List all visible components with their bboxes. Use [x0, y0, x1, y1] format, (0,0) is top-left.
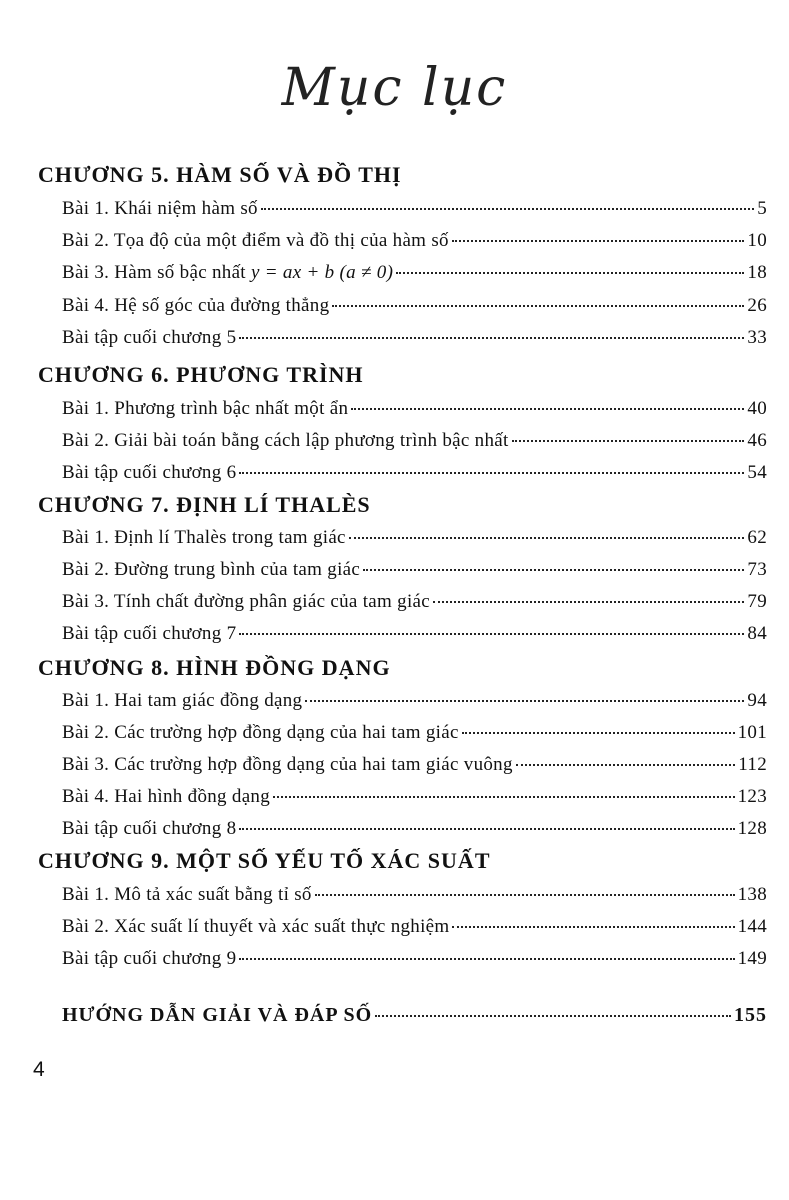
dot-leader: [351, 408, 744, 410]
entry-label: [62, 262, 393, 284]
toc-entry[interactable]: [62, 262, 767, 284]
dot-leader: [239, 958, 734, 960]
toc-entry[interactable]: [62, 198, 767, 220]
dot-leader: [332, 305, 744, 307]
toc-entry[interactable]: [62, 398, 767, 420]
entry-page: 40: [747, 398, 767, 419]
dot-leader: [239, 337, 744, 339]
entry-page: 94: [747, 690, 767, 711]
dot-leader: [396, 272, 744, 274]
entry-label: Bài 1. Định lí Thalès trong tam giác: [62, 527, 346, 548]
toc-entry[interactable]: [62, 462, 767, 484]
entry-page: 101: [737, 722, 767, 743]
entry-page: 62: [747, 527, 767, 548]
answers-entry[interactable]: [62, 1004, 767, 1027]
entry-label: Bài 1. Khái niệm hàm số: [62, 198, 258, 219]
toc-entry[interactable]: [62, 754, 767, 776]
entry-label: Bài 2. Giải bài toán bằng cách lập phương trình bậc nhất: [62, 430, 509, 451]
dot-leader: [261, 208, 754, 210]
dot-leader: [239, 828, 734, 830]
dot-leader: [305, 700, 744, 702]
entry-page: 46: [747, 430, 767, 451]
entry-label: Bài 3. Các trường hợp đồng dạng của hai tam giác vuông: [62, 754, 513, 775]
toc-entry[interactable]: [62, 884, 767, 906]
entry-label: Bài 2. Các trường hợp đồng dạng của hai tam giác: [62, 722, 459, 743]
dot-leader: [433, 601, 744, 603]
entry-page: 149: [737, 948, 767, 969]
toc-entry[interactable]: [62, 818, 767, 840]
chapter-6-heading: CHƯƠNG 6. PHƯƠNG TRÌNH: [38, 362, 364, 387]
toc-entry[interactable]: [62, 722, 767, 744]
toc-entry[interactable]: [62, 430, 767, 452]
entry-page: 54: [747, 462, 767, 483]
entry-label: Bài 2. Tọa độ của một điểm và đồ thị của hàm số: [62, 230, 449, 251]
chapter-5-heading: CHƯƠNG 5. HÀM SỐ VÀ ĐỒ THỊ: [38, 162, 402, 187]
dot-leader: [363, 569, 744, 571]
entry-page: 79: [747, 591, 767, 612]
entry-label: Bài 4. Hai hình đồng dạng: [62, 786, 271, 807]
entry-formula: y = ax + b (a ≠ 0): [250, 262, 394, 283]
dot-leader: [239, 472, 744, 474]
dot-leader: [273, 796, 735, 798]
entry-label-text: Bài 3. Hàm số bậc nhất: [62, 262, 251, 283]
dot-leader: [512, 440, 745, 442]
page-number: 4: [33, 1058, 45, 1081]
entry-label: Bài 1. Hai tam giác đồng dạng: [62, 690, 303, 711]
entry-page: 33: [747, 327, 767, 348]
entry-label: HƯỚNG DẪN GIẢI VÀ ĐÁP SỐ: [62, 1004, 373, 1026]
entry-page: 84: [747, 623, 767, 644]
toc-entry[interactable]: [62, 948, 767, 970]
toc-entry[interactable]: [62, 230, 767, 252]
chapter-7-heading: CHƯƠNG 7. ĐỊNH LÍ THALÈS: [38, 492, 371, 517]
entry-page: 144: [737, 916, 767, 937]
entry-label: Bài tập cuối chương 8: [62, 818, 237, 839]
entry-page: 10: [747, 230, 767, 251]
entry-page: 5: [757, 198, 767, 219]
entry-label: Bài 4. Hệ số góc của đường thẳng: [62, 295, 330, 316]
toc-entry[interactable]: [62, 295, 767, 317]
entry-label: Bài 2. Xác suất lí thuyết và xác suất thực nghiệm: [62, 916, 450, 937]
entry-page: 138: [737, 884, 767, 905]
entry-page: 112: [738, 754, 767, 775]
toc-entry[interactable]: [62, 559, 767, 581]
dot-leader: [315, 894, 735, 896]
dot-leader: [375, 1015, 731, 1017]
page-title: Mục lục: [281, 58, 508, 118]
dot-leader: [239, 633, 744, 635]
entry-label: Bài 2. Đường trung bình của tam giác: [62, 559, 361, 580]
entry-label: Bài tập cuối chương 6: [62, 462, 237, 483]
toc-entry[interactable]: [62, 591, 767, 613]
entry-page: 128: [737, 818, 767, 839]
toc-entry[interactable]: [62, 690, 767, 712]
entry-label: Bài 1. Phương trình bậc nhất một ẩn: [62, 398, 349, 419]
toc-entry[interactable]: [62, 327, 767, 349]
entry-page: 73: [747, 559, 767, 580]
toc-entry[interactable]: [62, 623, 767, 645]
entry-page: 123: [737, 786, 767, 807]
entry-page: 155: [734, 1004, 767, 1026]
entry-label: Bài tập cuối chương 5: [62, 327, 237, 348]
dot-leader: [349, 537, 745, 539]
entry-page: 18: [747, 262, 767, 283]
dot-leader: [452, 240, 745, 242]
toc-entry[interactable]: [62, 786, 767, 808]
chapter-9-heading: CHƯƠNG 9. MỘT SỐ YẾU TỐ XÁC SUẤT: [38, 848, 491, 873]
dot-leader: [516, 764, 736, 766]
entry-label: Bài tập cuối chương 9: [62, 948, 237, 969]
entry-label: Bài tập cuối chương 7: [62, 623, 237, 644]
dot-leader: [452, 926, 734, 928]
entry-label: Bài 1. Mô tả xác suất bằng tỉ số: [62, 884, 312, 905]
entry-page: 26: [747, 295, 767, 316]
dot-leader: [462, 732, 735, 734]
entry-label: Bài 3. Tính chất đường phân giác của tam giác: [62, 591, 430, 612]
chapter-8-heading: CHƯƠNG 8. HÌNH ĐỒNG DẠNG: [38, 655, 391, 680]
toc-entry[interactable]: [62, 916, 767, 938]
toc-entry[interactable]: [62, 527, 767, 549]
